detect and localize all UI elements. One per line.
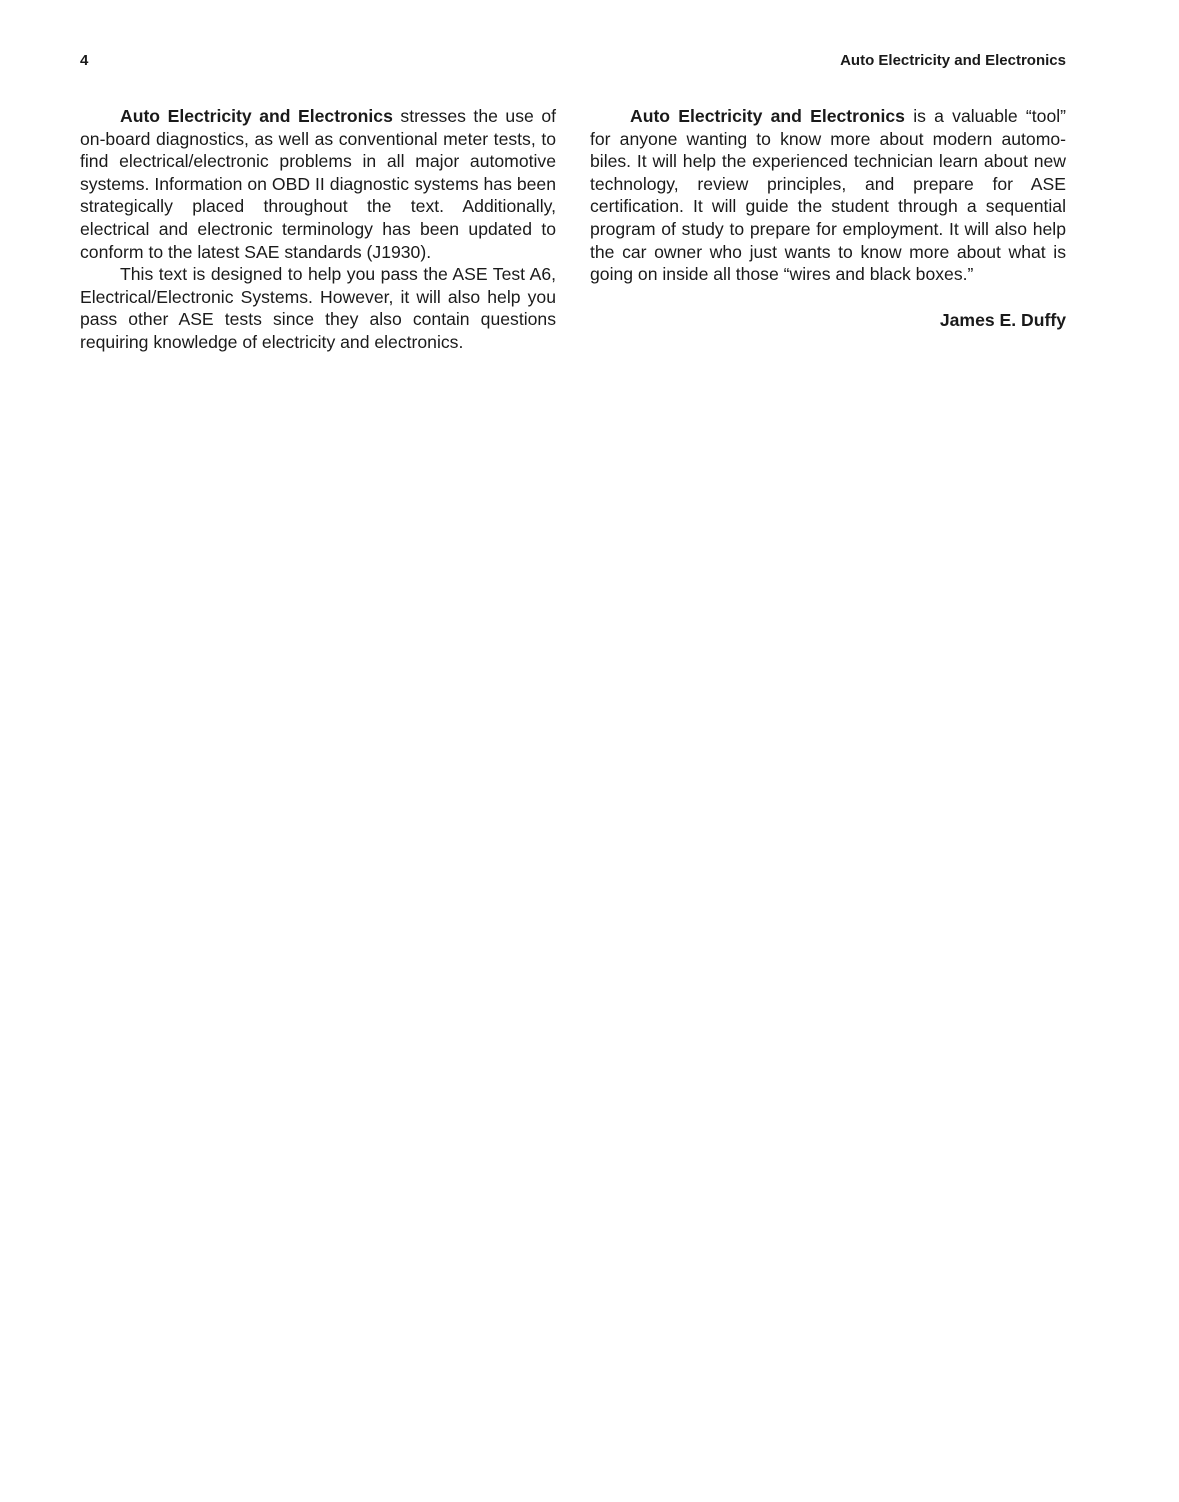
- author-signature: James E. Duffy: [939, 309, 1066, 330]
- book-title-emphasis: Auto Electricity and Electronics: [630, 106, 905, 126]
- preface-paragraph-1: [80, 105, 556, 263]
- running-head: [80, 52, 1066, 74]
- paragraph-text: is a valuable “tool” for anyone wanting to know more about modern automobiles. It will help the experienced technician learn about new technology, review principles, and prepare for ASE certification. It will guide the student through a sequential program of study to prepare for employment. It will also help the car owner who just wants to know more about what is going on inside all those “wires and black boxes.”: [590, 106, 1066, 285]
- right-column: [590, 105, 1066, 331]
- paragraph-text: stresses the use of on-board diagnostics, as well as conventional meter tests, to find electrical/electronic problems in all major automotive systems. Information on OBD II diagnostic systems has been strategically placed throughout the text. Additionally, electrical and electronic terminology has been updated to conform to the latest SAE standards (J1930).: [80, 106, 556, 262]
- left-column: [80, 105, 556, 354]
- paragraph-text: This text is designed to help you pass the ASE Test A6, Electrical/Electronic Systems. However, it will also help you pass other ASE tests since they also contain questions requiring knowledge of electricity and electronics.: [80, 264, 556, 352]
- preface-paragraph-3: [590, 105, 1066, 286]
- preface-paragraph-2: [80, 263, 556, 353]
- page-number: 4: [80, 52, 89, 69]
- running-title: Auto Electricity and Electronics: [840, 52, 1066, 69]
- book-title-emphasis: Auto Electricity and Electronics: [120, 106, 393, 126]
